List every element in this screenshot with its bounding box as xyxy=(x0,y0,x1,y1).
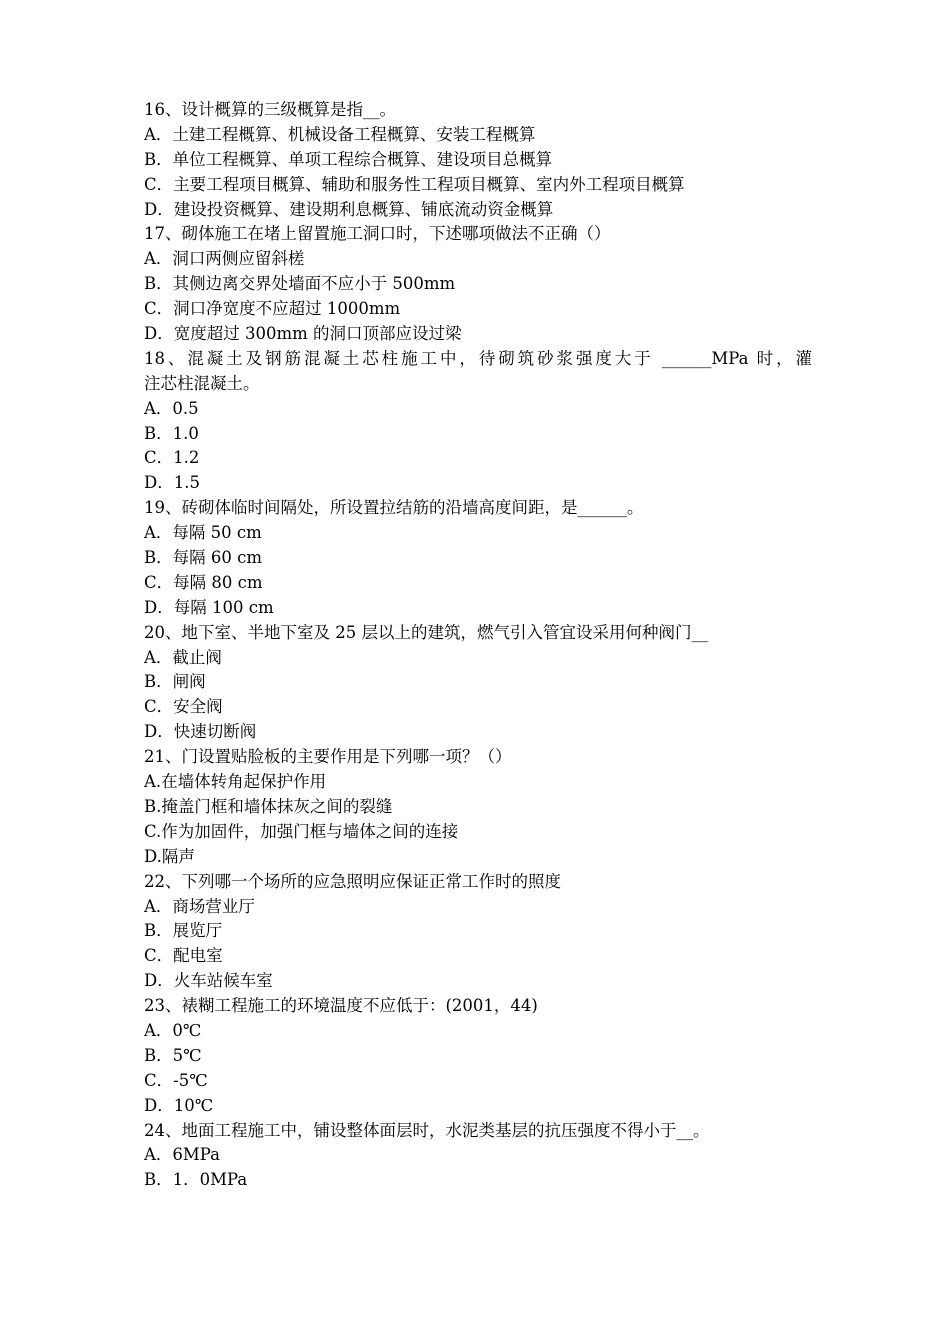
question-23: 23、裱糊工程施工的环境温度不应低于：(2001，44) xyxy=(144,996,538,1016)
option-21-c: C.作为加固件，加强门框与墙体之间的连接 xyxy=(144,821,459,841)
question-21: 21、门设置贴脸板的主要作用是下列哪一项？（） xyxy=(144,747,512,767)
option-23-b: B．5℃ xyxy=(144,1045,202,1065)
option-17-c: C．洞口净宽度不应超过 1000mm xyxy=(144,299,401,319)
question-16: 16、设计概算的三级概算是指__。 xyxy=(144,100,396,119)
option-19-c: C．每隔 80 cm xyxy=(144,572,263,592)
option-18-d: D．1.5 xyxy=(144,473,200,493)
option-23-c: C．-5℃ xyxy=(144,1070,208,1090)
option-24-b: B．1．0MPa xyxy=(144,1170,248,1190)
option-16-a: A．土建工程概算、机械设备工程概算、安装工程概算 xyxy=(144,124,536,144)
option-22-d: D．火车站候车室 xyxy=(144,971,273,991)
question-20: 20、地下室、半地下室及 25 层以上的建筑，燃气引入管宜设采用何种阀门__ xyxy=(144,622,708,642)
option-17-b: B．其侧边离交界处墙面不应小于 500mm xyxy=(144,274,456,294)
option-21-a: A.在墙体转角起保护作用 xyxy=(144,772,327,792)
question-18: 18、混凝土及钢筋混凝土芯柱施工中，待砌筑砂浆强度大于 ______MPa 时，灌 xyxy=(144,348,812,368)
option-23-a: A．0℃ xyxy=(144,1020,202,1040)
document-page xyxy=(144,98,812,1193)
question-18-cont: 注芯柱混凝土。 xyxy=(144,373,260,393)
question-19: 19、砖砌体临时间隔处，所设置拉结筋的沿墙高度间距，是______。 xyxy=(144,498,644,518)
option-22-c: C．配电室 xyxy=(144,946,223,966)
option-19-b: B．每隔 60 cm xyxy=(144,548,262,568)
option-19-d: D．每隔 100 cm xyxy=(144,597,274,617)
option-20-d: D．快速切断阀 xyxy=(144,722,257,742)
option-17-d: D．宽度超过 300mm 的洞口顶部应设过梁 xyxy=(144,324,462,344)
option-22-b: B．展览厅 xyxy=(144,921,223,941)
option-16-b: B．单位工程概算、单项工程综合概算、建设项目总概算 xyxy=(144,149,553,169)
option-21-b: B.掩盖门框和墙体抹灰之间的裂缝 xyxy=(144,796,393,816)
option-20-c: C．安全阀 xyxy=(144,697,223,717)
question-22: 22、下列哪一个场所的应急照明应保证正常工作时的照度 xyxy=(144,871,561,891)
option-16-d: D．建设投资概算、建设期利息概算、铺底流动资金概算 xyxy=(144,199,554,219)
question-24: 24、地面工程施工中，铺设整体面层时，水泥类基层的抗压强度不得小于__。 xyxy=(144,1120,710,1140)
option-24-a: A．6MPa xyxy=(144,1145,221,1165)
option-20-a: A．截止阀 xyxy=(144,647,222,667)
option-18-a: A．0.5 xyxy=(144,398,199,418)
option-18-b: B．1.0 xyxy=(144,423,199,443)
option-23-d: D．10℃ xyxy=(144,1095,214,1115)
option-18-c: C．1.2 xyxy=(144,448,200,468)
option-19-a: A．每隔 50 cm xyxy=(144,523,262,543)
question-17: 17、砌体施工在堵上留置施工洞口时，下述哪项做法不正确（） xyxy=(144,224,611,244)
option-21-d: D.隔声 xyxy=(144,846,195,866)
option-20-b: B．闸阀 xyxy=(144,672,206,692)
option-22-a: A．商场营业厅 xyxy=(144,896,255,916)
option-17-a: A．洞口两侧应留斜槎 xyxy=(144,249,305,269)
option-16-c: C．主要工程项目概算、辅助和服务性工程项目概算、室内外工程项目概算 xyxy=(144,174,685,194)
